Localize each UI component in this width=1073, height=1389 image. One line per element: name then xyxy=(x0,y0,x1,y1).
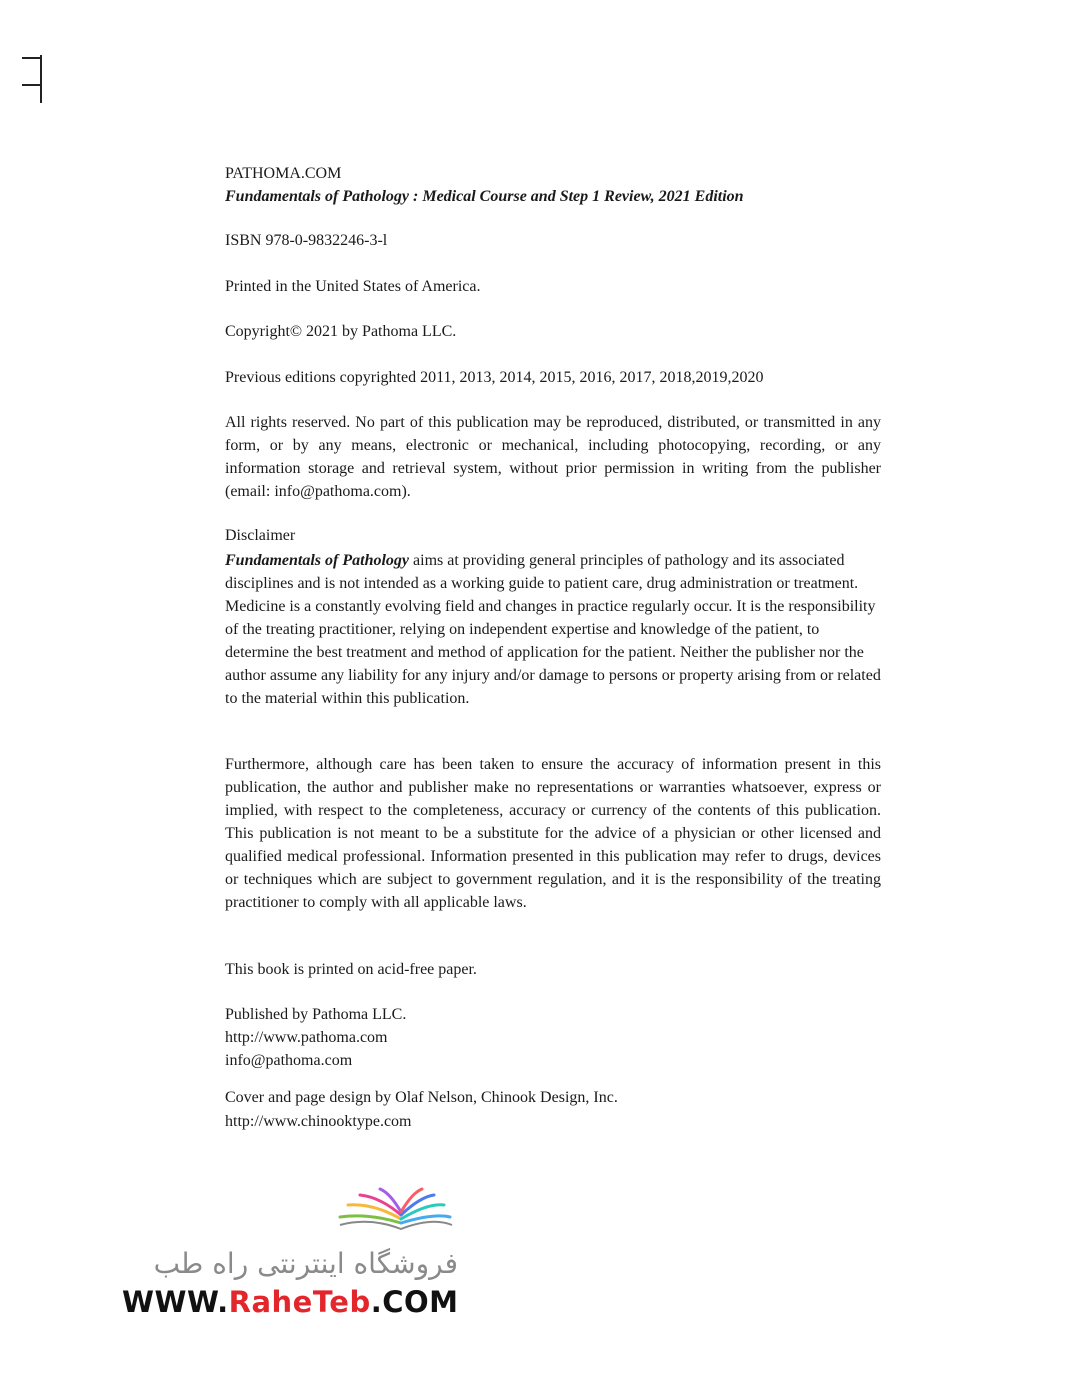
watermark-url-suffix: .COM xyxy=(370,1285,459,1319)
publisher-url[interactable]: http://www.pathoma.com xyxy=(225,1029,388,1046)
design-credit: Cover and page design by Olaf Nelson, Chinook Design, Inc. xyxy=(225,1089,618,1106)
watermark-url-prefix: WWW. xyxy=(122,1285,229,1319)
book-logo-icon xyxy=(118,1185,458,1245)
acid-free-note: This book is printed on acid-free paper. xyxy=(225,961,477,978)
disclaimer-heading: Disclaimer xyxy=(225,527,296,544)
site-name: PATHOMA.COM xyxy=(225,165,342,182)
disclaimer-body: aims at providing general principles of pathology and its associated disciplines and is not intended as a working guide to patient care, drug administration or treatment. Medicine is a constantly evolving field and changes in practice regularly occur. It is the responsibility of the treating practitioner, relying on independent expertise and knowledge of the patient, to determine the best treatment and method of application for the patient. Neither the publisher nor the author assume any liability for any injury and/or damage to persons or property arising from or related to the material within this publication. xyxy=(225,552,881,707)
rights-paragraph: All rights reserved. No part of this publication may be reproduced, distributed, or transmitted in any form, or by any means, electronic or mechanical, including photocopying, recording, or any information storage and retrieval system, without prior permission in writing from the publisher (email: info@pathoma.com). xyxy=(225,414,881,500)
previous-editions: Previous editions copyrighted 2011, 2013, 2014, 2015, 2016, 2017, 2018,2019,2020 xyxy=(225,369,764,386)
furthermore-paragraph: Furthermore, although care has been taken to ensure the accuracy of information present in this publication, the author and publisher make no representations or warranties whatsoever, express or implied, with respect to the completeness, accuracy or currency of the contents of this publication. This publication is not meant to be a substitute for the advice of a physician or other licensed and qualified medical professional. Information presented in this publication may refer to drugs, devices or techniques which are subject to government regulation, and it is the responsibility of the treating practitioner to comply with all applicable laws. xyxy=(225,756,881,911)
isbn: ISBN 978-0-9832246-3-l xyxy=(225,232,388,249)
watermark-url xyxy=(122,1285,459,1319)
disclaimer-book-title: Fundamentals of Pathology xyxy=(225,552,410,569)
crop-mark-top xyxy=(22,57,42,59)
printed-in: Printed in the United States of America. xyxy=(225,278,481,295)
publisher-email[interactable]: info@pathoma.com xyxy=(225,1052,353,1069)
crop-mark-bottom xyxy=(22,84,42,86)
watermark-url-brand: RaheTeb xyxy=(228,1285,371,1319)
book-title: Fundamentals of Pathology : Medical Course and Step 1 Review, 2021 Edition xyxy=(225,188,744,205)
crop-mark-vertical xyxy=(40,55,42,103)
copyright: Copyright© 2021 by Pathoma LLC. xyxy=(225,323,457,340)
watermark-persian-text: فروشگاه اینترنتی راه طب xyxy=(153,1247,458,1280)
raheteb-watermark xyxy=(118,1185,458,1325)
design-url[interactable]: http://www.chinooktype.com xyxy=(225,1113,412,1130)
publisher-line: Published by Pathoma LLC. xyxy=(225,1006,407,1023)
disclaimer-paragraph xyxy=(225,549,881,710)
